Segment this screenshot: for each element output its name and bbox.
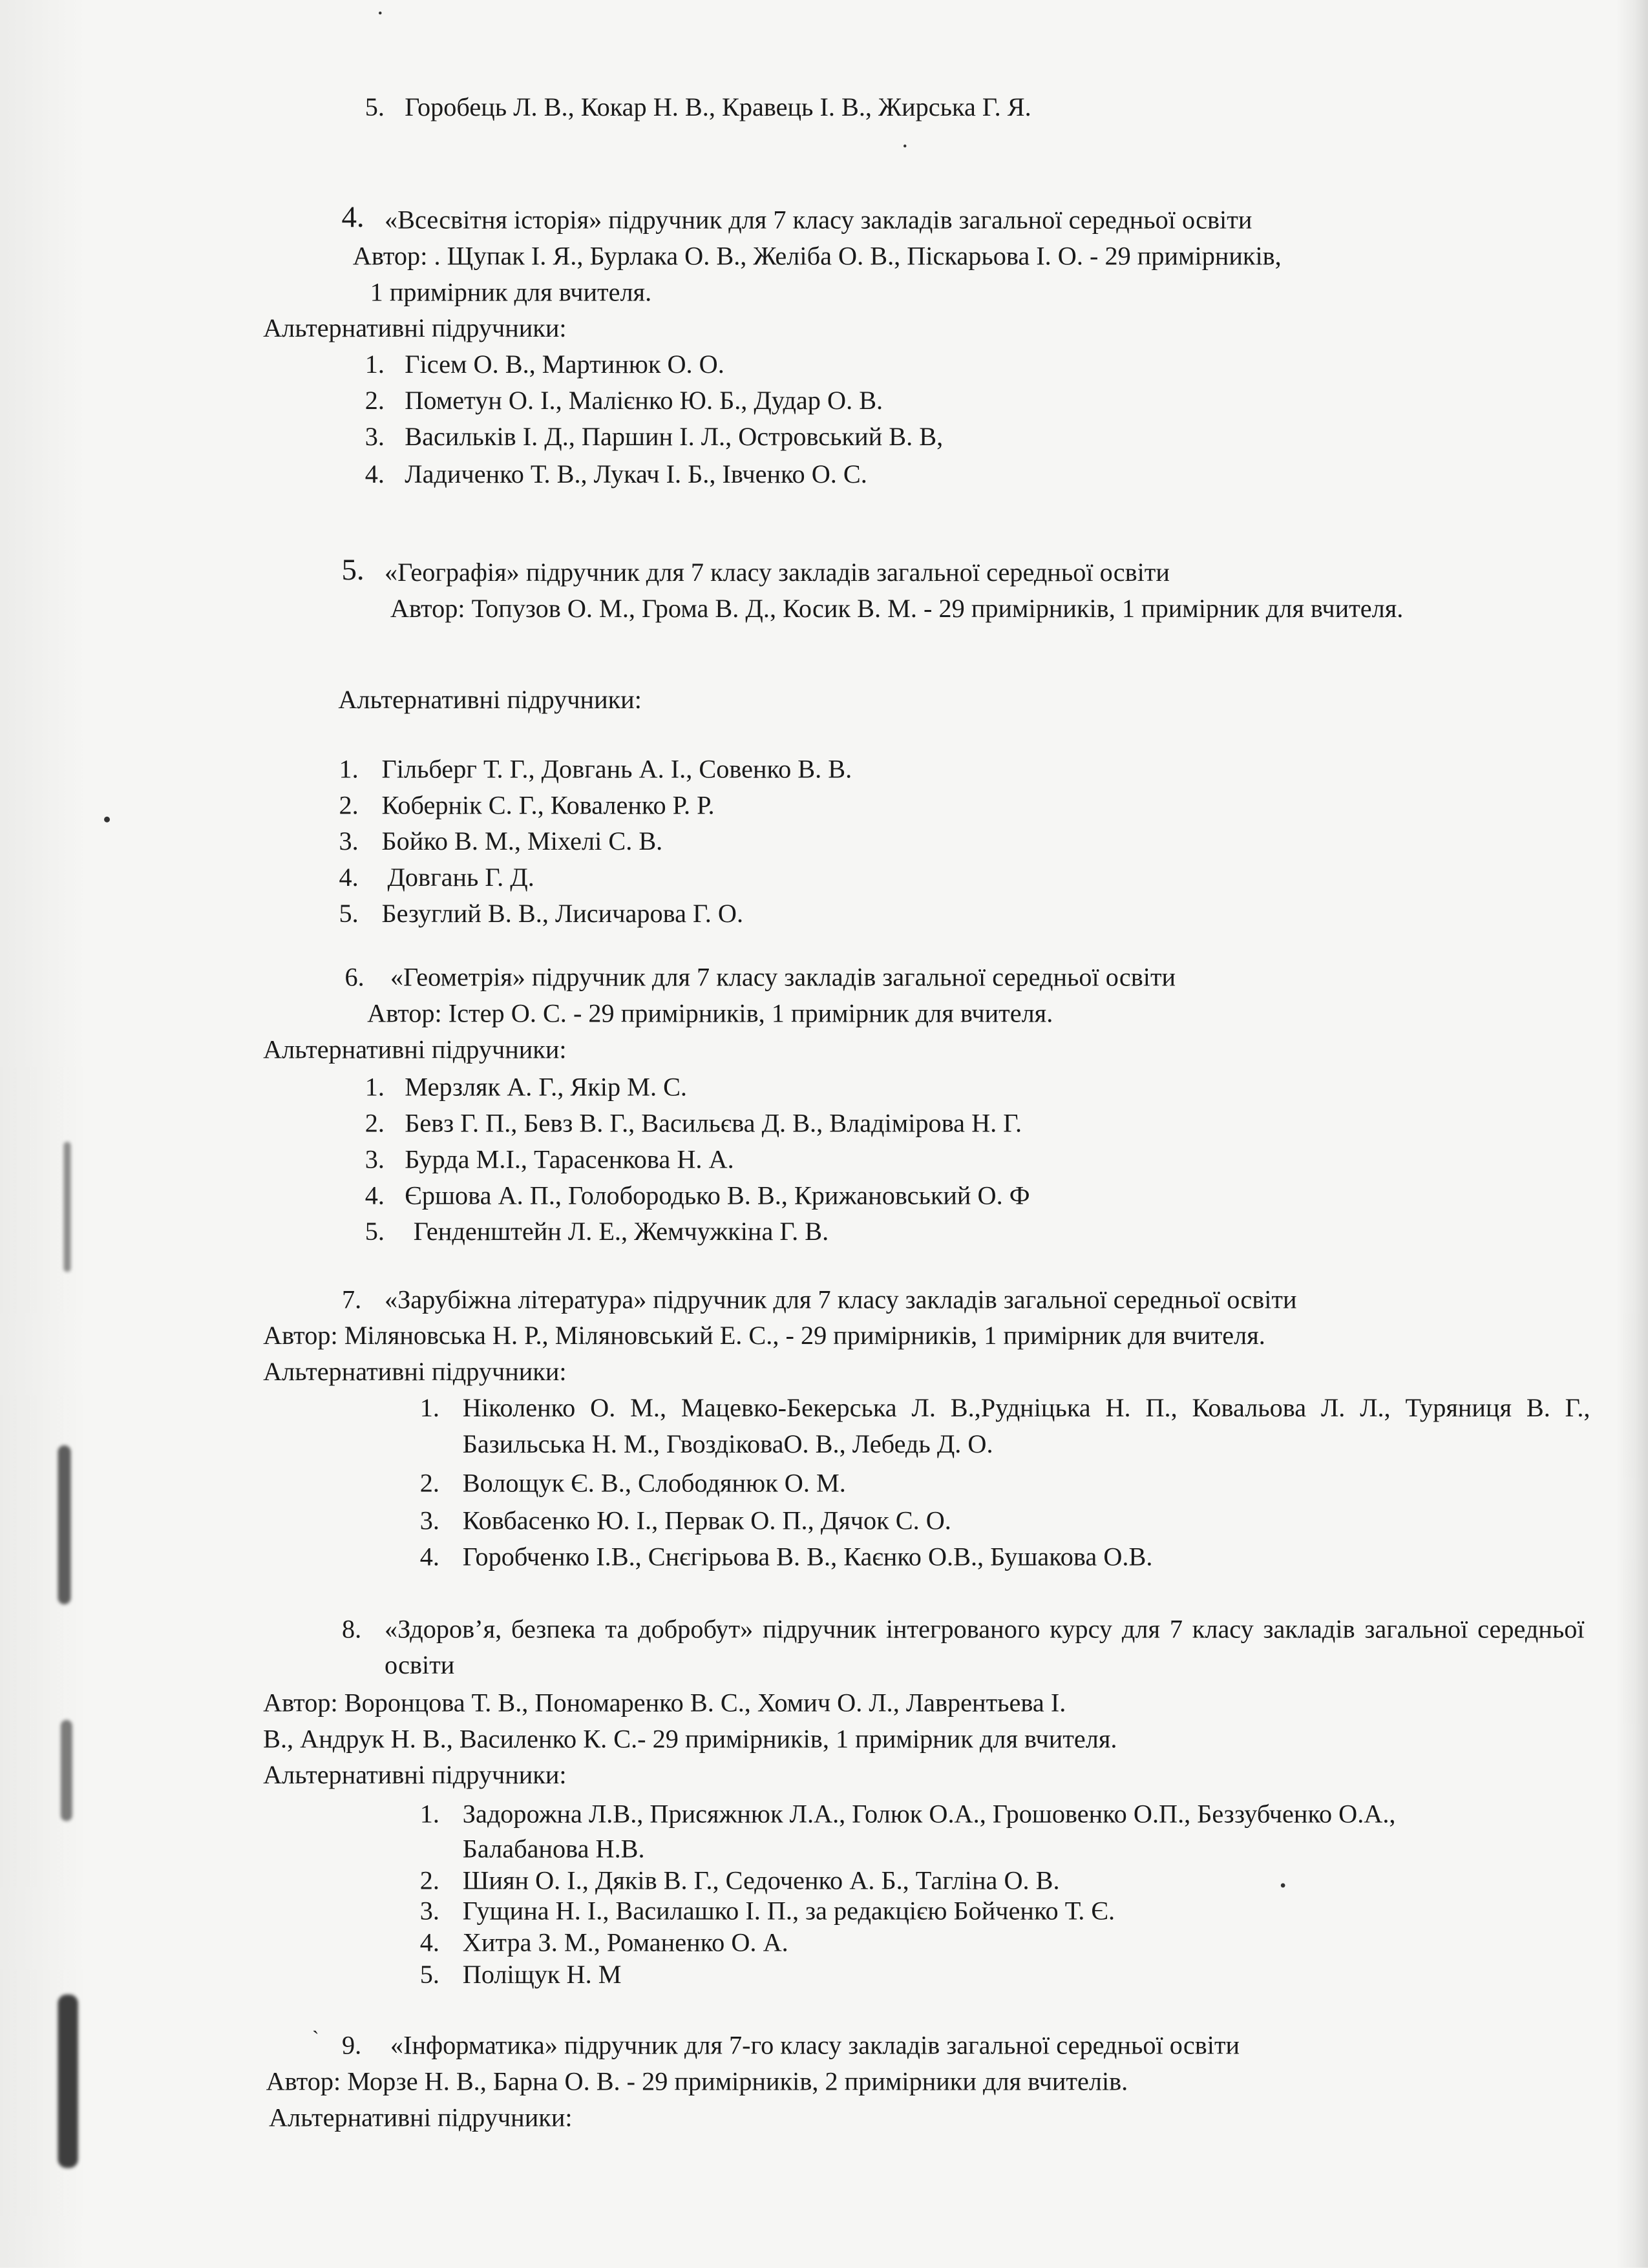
list-item-text: Шиян О. І., Дяків В. Г., Седоченко А. Б., Тагліна О. В. [462,1865,1060,1895]
list-item-number: 4. [419,1542,439,1571]
list-item-text: Бевз Г. П., Бевз В. Г., Васильєва Д. В., Владімірова Н. Г. [405,1108,1022,1138]
list-item-number: 2. [419,1468,439,1498]
list-item-text: Поліщук Н. М [462,1960,622,1989]
section-author: Автор: Воронцова Т. В., Пономаренко В. С., Хомич О. Л., Лаврентьева І. [263,1688,1066,1717]
alternatives-label: Альтернативні підручники: [269,2103,573,2132]
section-title: «Геометрія» підручник для 7 класу закладів загальної середньої освіти [390,962,1176,992]
list-item-number: 5. [364,1217,385,1246]
alternatives-label: Альтернативні підручники: [263,1760,567,1790]
alternatives-label: Альтернативні підручники: [263,1034,567,1064]
section-number: 5. [341,552,364,587]
section-author: Автор: Істер О. С. - 29 примірників, 1 примірник для вчителя. [367,998,1053,1028]
section-title: «Зарубіжна література» підручник для 7 класу закладів загальної середньої освіти [384,1285,1297,1314]
list-item-text: Мерзляк А. Г., Якір М. С. [405,1072,688,1102]
list-item-number: 4. [364,1181,385,1210]
list-item-number: 1. [364,350,385,379]
list-item-text: Горобченко І.В., Снєгірьова В. В., Каєнко О.В., Бушакова О.В. [462,1542,1153,1571]
list-item-number: 3. [419,1896,439,1926]
scan-streak [61,1720,72,1822]
scan-streak [63,1142,70,1272]
scan-streak [58,1995,78,2168]
section-author: Автор: . Щупак І. Я., Бурлака О. В., Желіба О. В., Піскарьова І. О. - 29 примірників, [352,241,1282,271]
list-item-number: 5. [339,899,359,929]
list-item-number: 2. [364,1108,385,1138]
section-number: 7. [342,1285,362,1314]
list-item-number: 1. [339,754,359,784]
list-item-text: Пометун О. І., Малієнко Ю. Б., Дудар О. В. [405,386,883,415]
section-title: «Здоров’я, безпека та добробут» підручник інтегрованого курсу для 7 класу закладів загальної середньої освіти [384,1614,1585,1679]
section-author: Автор: Міляновська Н. Р., Міляновський Е. С., - 29 примірників, 1 примірник для вчителя. [263,1321,1265,1350]
list-item-number: 4. [339,863,359,892]
list-item-text: Кобернік С. Г., Коваленко Р. Р. [381,790,715,820]
list-item-text: Волощук Є. В., Слободянюк О. М. [462,1468,846,1498]
list-item-number: 3. [419,1506,439,1535]
list-item-text: Ковбасенко Ю. І., Первак О. П., Дячок С. О. [462,1506,951,1535]
list-item-number: 2. [364,386,385,415]
list-item-number: 3. [339,826,359,856]
section-title: «Географія» підручник для 7 класу закладів загальної середньої освіти [384,558,1170,587]
alternatives-label: Альтернативні підручники: [263,1357,567,1387]
list-item-text: Ніколенко О. М., Мацевко-Бекерська Л. В.,Рудніцька Н. П., Ковальова Л. Л., Туряниця В. Г., Базильська Н. М., ГвоздіковаО. В., Лебедь Д. О. [462,1393,1590,1458]
list-item-number: 5. [364,92,385,121]
list-item-text: Генденштейн Л. Е., Жемчужкіна Г. В. [413,1217,829,1246]
scan-speck [903,145,906,147]
list-item-number: 2. [419,1865,439,1895]
section-number: 8. [342,1614,362,1644]
section-number: 9. [342,2030,362,2060]
list-item-number: 1. [364,1072,385,1102]
section-title: «Інформатика» підручник для 7-го класу закладів загальної середньої освіти [390,2030,1240,2060]
list-item-text: Ладиченко Т. В., Лукач І. Б., Івченко О. С. [405,459,867,489]
list-item-text: Довгань Г. Д. [387,863,534,892]
scan-shadow-right [1616,0,1648,2268]
scan-speck [1281,1884,1285,1888]
list-item-number: 3. [364,1144,385,1174]
section-number: 4. [341,199,364,235]
section-author: Автор: Топузов О. М., Грома В. Д., Косик В. М. - 29 примірників, 1 примірник для вчителя. [390,594,1404,624]
scan-shadow-left [0,0,87,2268]
section-title: «Всесвітня історія» підручник для 7 класу закладів загальної середньої освіти [384,205,1252,235]
list-item-number: 2. [339,790,359,820]
list-item-text: Гільберг Т. Г., Довгань А. І., Совенко В. В. [381,754,852,784]
list-item-number: 1. [419,1393,439,1423]
list-item-text: Задорожна Л.В., Присяжнюк Л.А., Голюк О.А., Грошовенко О.П., Беззубченко О.А., Балабанова Н.В. [462,1799,1396,1864]
list-item-text: Єршова А. П., Голобородько В. В., Крижановський О. Ф [405,1181,1030,1210]
list-item-text: Бойко В. М., Міхелі С. В. [381,826,663,856]
list-item-text: Гісем О. В., Мартинюк О. О. [405,350,724,379]
alternatives-label: Альтернативні підручники: [338,685,642,714]
list-item-text: Хитра З. М., Романенко О. А. [462,1927,788,1957]
scan-speck [104,817,110,823]
list-item-number: 4. [364,459,385,489]
list-item-text: Васильків І. Д., Паршин І. Л., Островський В. В, [405,422,944,451]
list-item-text: Безуглий В. В., Лисичарова Г. О. [381,899,744,929]
section-author: Автор: Морзе Н. В., Барна О. В. - 29 примірників, 2 примірники для вчителів. [266,2066,1128,2096]
bullet-mark-icon: ` [312,2029,319,2052]
section-author-continued: 1 примірник для вчителя. [370,277,652,307]
scan-speck [379,12,381,14]
list-item-text: Горобець Л. В., Кокар Н. В., Кравець І. В., Жирська Г. Я. [405,92,1031,121]
section-number: 6. [344,962,364,992]
list-item-number: 1. [419,1799,439,1829]
section-author-continued: В., Андрук Н. В., Василенко К. С.- 29 примірників, 1 примірник для вчителя. [263,1724,1117,1754]
list-item-text: Бурда М.І., Тарасенкова Н. А. [405,1144,734,1174]
list-item-number: 4. [419,1927,439,1957]
scan-streak [58,1445,70,1604]
alternatives-label: Альтернативні підручники: [263,313,567,343]
list-item-number: 3. [364,422,385,451]
list-item-text: Гущина Н. І., Василашко І. П., за редакцією Бойченко Т. Є. [462,1896,1115,1926]
list-item-number: 5. [419,1960,439,1989]
